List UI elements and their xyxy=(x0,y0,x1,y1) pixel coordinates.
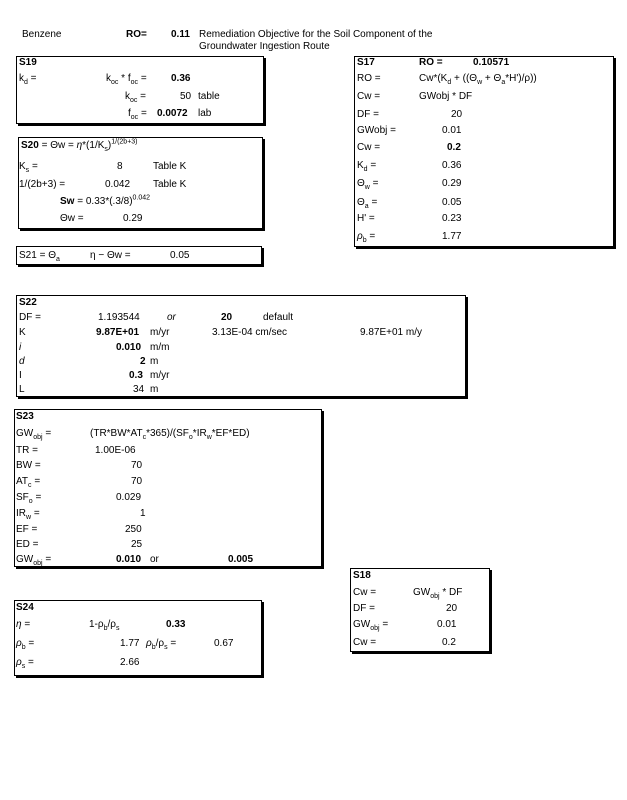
s24-rhos-value: 2.66 xyxy=(120,657,140,668)
s24-title: S24 xyxy=(16,602,34,613)
s22-infil-label: I xyxy=(19,370,22,381)
s17-thetaa-label: $\Theta_a$ = xyxy=(357,197,378,210)
s23-sfo-value: 0.029 xyxy=(116,492,142,503)
s23-ed-label: ED = xyxy=(16,539,39,550)
s23-bw-value: 70 xyxy=(131,460,143,471)
s17-ro-eq-label: RO = xyxy=(357,73,381,84)
s19-foc-value: 0.0072 xyxy=(157,108,188,119)
s19-title: S19 xyxy=(19,57,37,68)
s17-ro-value: 0.10571 xyxy=(473,57,510,68)
s22-df-or: or xyxy=(167,312,176,323)
s17-gwobj-value: 0.01 xyxy=(442,125,462,136)
s17-rhob-value: 1.77 xyxy=(442,231,462,242)
s24-porosity-value: 0.33 xyxy=(166,619,186,630)
s17-cw-label: Cw = xyxy=(357,91,381,102)
s21-equation: η − Θw = xyxy=(90,250,131,261)
s17-title: S17 xyxy=(357,57,375,68)
s17-h-value: 0.23 xyxy=(442,213,462,224)
s23-gw-label: $GW_{obj}$ = xyxy=(16,428,52,441)
s18-cw2-value: 0.2 xyxy=(442,637,456,648)
s22-d-value: 2 xyxy=(140,356,146,367)
s22-l-value: 34 xyxy=(133,384,145,395)
s23-bw-label: BW = xyxy=(16,460,41,471)
s22-df-default-value: 20 xyxy=(221,312,233,323)
s18-gwobj-label: $GW_{obj}$ = xyxy=(353,619,389,632)
s24-ratio-label: $\rho_b/\rho_s$ = xyxy=(146,638,177,651)
s23-ef-label: EF = xyxy=(16,524,38,535)
s22-d-label: d xyxy=(19,356,25,367)
s22-k-label: K xyxy=(19,327,26,338)
s20-exp-value: 0.042 xyxy=(105,179,131,190)
s20-exp-note: Table K xyxy=(153,179,187,190)
s19-koc-value: 50 xyxy=(180,91,192,102)
s17-cw2-label: Cw = xyxy=(357,142,381,153)
s20-ks-value: 8 xyxy=(117,161,123,172)
s23-result-label: $GW_{obj}$ = xyxy=(16,554,52,567)
s17-thetaa-value: 0.05 xyxy=(442,197,462,208)
s24-porosity-label: η = xyxy=(16,619,31,630)
s19-koc-note: table xyxy=(198,91,220,102)
s17-kd-label: $K_d$ = xyxy=(357,160,377,173)
s20-exp-label: 1/(2b+3) = xyxy=(19,179,66,190)
s17-thetaw-value: 0.29 xyxy=(442,178,462,189)
s19-koc-label: $k_{oc}$ = xyxy=(125,91,147,104)
s18-gwobj-value: 0.01 xyxy=(437,619,457,630)
s23-result-or: or xyxy=(150,554,159,565)
s22-infil-unit: m/yr xyxy=(150,370,170,381)
s19-kd-label: $k_d$ = xyxy=(19,73,37,86)
s22-k-value: 9.87E+01 xyxy=(96,327,140,338)
s20-ks-note: Table K xyxy=(153,161,187,172)
s22-k-my: 9.87E+01 m/y xyxy=(360,327,422,338)
s17-h-label: H' = xyxy=(357,213,375,224)
s22-box xyxy=(16,295,466,397)
s17-df-label: DF = xyxy=(357,109,379,120)
s18-title: S18 xyxy=(353,570,371,581)
s17-ro-label: RO = xyxy=(419,57,443,68)
s18-df-value: 20 xyxy=(446,603,458,614)
s24-rhos-label: $\rho_s$ = xyxy=(16,657,34,670)
header-description-2: Groundwater Ingestion Route xyxy=(199,41,330,52)
s23-result-value: 0.010 xyxy=(116,554,142,565)
s24-rhob-label: $\rho_b$ = xyxy=(16,638,35,651)
s22-i-unit: m/m xyxy=(150,342,170,353)
s22-df-label: DF = xyxy=(19,312,41,323)
s23-atc-value: 70 xyxy=(131,476,143,487)
s23-tr-value: 1.00E-06 xyxy=(95,445,136,456)
s23-sfo-label: $SF_o$ = xyxy=(16,492,42,505)
s22-df-value: 1.193544 xyxy=(98,312,140,323)
s23-result-alt: 0.005 xyxy=(228,554,254,565)
s22-k-cm: 3.13E-04 cm/sec xyxy=(212,327,288,338)
s22-d-unit: m xyxy=(150,356,159,367)
s23-formula: $(TR*BW*AT_c*365)/(SF_o*IR_w*EF*ED)$ xyxy=(90,428,250,441)
s22-infil-value: 0.3 xyxy=(129,370,143,381)
s19-foc-note: lab xyxy=(198,108,212,119)
s24-porosity-formula: $1-\rho_b/\rho_s$ xyxy=(89,619,120,632)
s23-atc-label: $AT_c$ = xyxy=(16,476,41,489)
s22-i-label: i xyxy=(19,342,22,353)
chemical-name: Benzene xyxy=(22,29,62,40)
s17-ro-formula: $Cw*(K_d + ((\Theta_w + \Theta_a*H')/\rho))$ xyxy=(419,73,537,86)
s22-l-label: L xyxy=(19,384,25,395)
header-description-1: Remediation Objective for the Soil Component of the xyxy=(199,29,433,40)
s22-df-default-label: default xyxy=(263,312,294,323)
s23-ed-value: 25 xyxy=(131,539,143,550)
s17-df-value: 20 xyxy=(451,109,463,120)
s17-kd-value: 0.36 xyxy=(442,160,462,171)
s20-ow-label: Θw = xyxy=(60,213,84,224)
ro-label: RO= xyxy=(126,29,147,40)
s17-cw-formula: GWobj * DF xyxy=(419,91,473,102)
s23-tr-label: TR = xyxy=(16,445,38,456)
s24-rhob-value: 1.77 xyxy=(120,638,140,649)
s18-cw-label: Cw = xyxy=(353,587,377,598)
s18-cw2-label: Cw = xyxy=(353,637,377,648)
s19-kd-formula: $k_{oc} * f_{oc}$ = xyxy=(106,73,147,86)
s22-title: S22 xyxy=(19,297,37,308)
s20-equation: $S20 = \Theta w = \eta*(1/K_s)^{1/(2b+3)}$ xyxy=(21,138,138,153)
s18-cw-formula: $GW_{obj}$ * DF xyxy=(413,587,463,600)
s23-title: S23 xyxy=(16,411,34,422)
s22-k-unit: m/yr xyxy=(150,327,170,338)
s23-irw-value: 1 xyxy=(140,508,146,519)
s22-l-unit: m xyxy=(150,384,159,395)
s20-sw-row: $Sw = 0.33*(.3/8)^{0.042}$ xyxy=(60,194,151,207)
ro-value: 0.11 xyxy=(171,29,190,40)
s20-ow-value: 0.29 xyxy=(123,213,143,224)
s23-ef-value: 250 xyxy=(125,524,142,535)
s24-ratio-value: 0.67 xyxy=(214,638,234,649)
s17-thetaw-label: $\Theta_w$ = xyxy=(357,178,379,191)
s23-irw-label: $IR_w$ = xyxy=(16,508,40,521)
s19-foc-label: $f_{oc}$ = xyxy=(128,108,147,121)
s22-i-value: 0.010 xyxy=(116,342,142,353)
s20-ks-label: $K_s$ = xyxy=(19,161,38,174)
s17-rhob-label: $\rho_b$ = xyxy=(357,231,376,244)
s18-df-label: DF = xyxy=(353,603,375,614)
s19-kd-value: 0.36 xyxy=(171,73,191,84)
s17-cw2-value: 0.2 xyxy=(447,142,461,153)
s21-value: 0.05 xyxy=(170,250,190,261)
s17-gwobj-label: GWobj = xyxy=(357,125,396,136)
s21-title: $S21 = \Theta_a$ xyxy=(19,250,60,263)
